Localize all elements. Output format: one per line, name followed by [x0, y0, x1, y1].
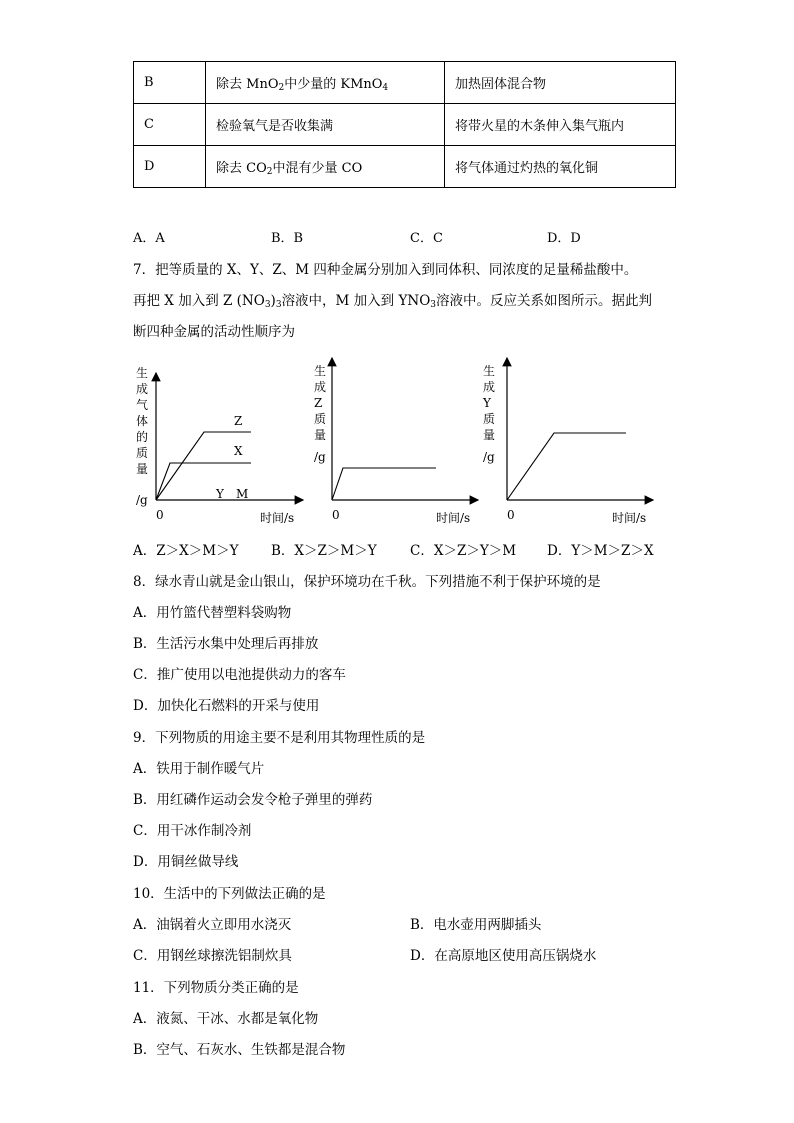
curve-z-mass: [332, 468, 436, 500]
q7-choice-a[interactable]: A．Z＞X＞M＞Y: [133, 543, 239, 559]
row-purpose: 除去 MnO$_2$中少量的 KMnO$_4$: [206, 62, 445, 104]
row-key: C: [134, 104, 206, 146]
ylabel-char: 量: [314, 428, 327, 442]
q8-option-b[interactable]: B．生活污水集中处理后再排放: [133, 636, 319, 652]
ylabel-unit: /g: [483, 450, 495, 464]
origin-label: 0: [332, 508, 340, 522]
q7-choice-c[interactable]: C．X＞Z＞Y＞M: [410, 543, 517, 559]
origin-label: 0: [156, 508, 164, 522]
row-purpose: 除去 $CO_2$中混有少量 CO: [206, 146, 445, 188]
ylabel-char: 生: [483, 364, 496, 378]
ylabel-unit: /g: [136, 493, 148, 507]
ylabel-char: Y: [483, 396, 491, 410]
table-row: [134, 104, 676, 146]
q8-option-a[interactable]: A．用竹篮代替塑料袋购物: [133, 605, 292, 621]
q7-line2: 再把 X 加入到 Z $(NO_3)_3$溶液中，M 加入到 $YNO_3$溶液中。反应关系如图所示。据此判: [133, 293, 652, 310]
ylabel-char: 质: [483, 412, 496, 426]
origin-label: 0: [507, 508, 515, 522]
ylabel-char: 生: [314, 364, 327, 378]
q6-choice-a[interactable]: A．A: [133, 231, 165, 246]
q6-choice-d[interactable]: D．D: [547, 231, 581, 246]
row-key: B: [134, 62, 206, 104]
label-m: M: [236, 487, 249, 501]
xlabel: 时间/s: [612, 511, 647, 525]
q6-choice-b[interactable]: B．B: [271, 231, 304, 246]
ylabel-char: 量: [483, 428, 496, 442]
table-row: [134, 146, 676, 188]
row-method: 加热固体混合物: [445, 62, 676, 104]
q7-choice-b[interactable]: B．X＞Z＞M＞Y: [271, 543, 377, 559]
q10-option-d[interactable]: D．在高原地区使用高压锅烧水: [410, 948, 597, 964]
q6-choice-c[interactable]: C．C: [410, 231, 443, 246]
q10-option-a[interactable]: A．油锅着火立即用水浇灭: [133, 917, 292, 933]
curve-y-mass: [507, 433, 626, 500]
ylabel-char: 成: [314, 380, 327, 394]
label-y: Y: [216, 487, 224, 501]
ylabel-char: Z: [314, 396, 323, 410]
ylabel-char: 量: [136, 462, 149, 476]
q8-option-c[interactable]: C．推广使用以电池提供动力的客车: [133, 667, 346, 683]
q8-option-d[interactable]: D．加快化石燃料的开采与使用: [133, 698, 320, 714]
xlabel: 时间/s: [260, 511, 295, 525]
ylabel-char: 的: [136, 430, 149, 444]
q11-option-a[interactable]: A．液氮、干冰、水都是氧化物: [133, 1011, 319, 1027]
options-table: [133, 61, 676, 188]
q10-option-b[interactable]: B．电水壶用两脚插头: [410, 917, 542, 933]
graph-1: [136, 365, 303, 525]
q10-option-c[interactable]: C．用钢丝球擦洗铝制炊具: [133, 948, 292, 964]
label-x: X: [234, 444, 243, 458]
q9-stem: 9．下列物质的用途主要不是利用其物理性质的是: [133, 730, 426, 746]
label-z: Z: [234, 414, 243, 428]
row-purpose: 检验氧气是否收集满: [206, 104, 445, 146]
row-method: 将气体通过灼热的氧化铜: [445, 146, 676, 188]
ylabel-char: 成: [136, 382, 149, 396]
q11-option-b[interactable]: B．空气、石灰水、生铁都是混合物: [133, 1042, 346, 1058]
q7-graphs: [125, 355, 680, 530]
ylabel-char: 质: [314, 412, 327, 426]
ylabel-char: 生: [136, 366, 149, 380]
q7-line3: 断四种金属的活动性顺序为: [133, 324, 295, 340]
q11-stem: 11．下列物质分类正确的是: [133, 980, 299, 996]
graph-2: [314, 358, 478, 525]
ylabel-char: 成: [483, 380, 496, 394]
ylabel-char: 气: [136, 398, 149, 412]
q9-option-a[interactable]: A．铁用于制作暖气片: [133, 761, 265, 777]
xlabel: 时间/s: [436, 511, 471, 525]
q10-stem: 10．生活中的下列做法正确的是: [133, 886, 326, 902]
row-key: D: [134, 146, 206, 188]
q9-option-b[interactable]: B．用红磷作运动会发令枪子弹里的弹药: [133, 792, 373, 808]
q7-choice-d[interactable]: D．Y＞M＞Z＞X: [547, 543, 654, 559]
ylabel-char: 体: [136, 414, 149, 428]
row-method: 将带火星的木条伸入集气瓶内: [445, 104, 676, 146]
q9-option-d[interactable]: D．用铜丝做导线: [133, 854, 239, 870]
ylabel-char: 质: [136, 446, 149, 460]
table-row: [134, 62, 676, 104]
q9-option-c[interactable]: C．用干冰作制冷剂: [133, 823, 252, 839]
graph-3: [482, 358, 653, 525]
ylabel-unit: /g: [314, 450, 326, 464]
q8-stem: 8．绿水青山就是金山银山，保护环境功在千秋。下列措施不利于保护环境的是: [133, 574, 601, 590]
q7-line1: 7．把等质量的 X、Y、Z、M 四种金属分别加入到同体积、同浓度的足量稀盐酸中。: [133, 262, 638, 278]
